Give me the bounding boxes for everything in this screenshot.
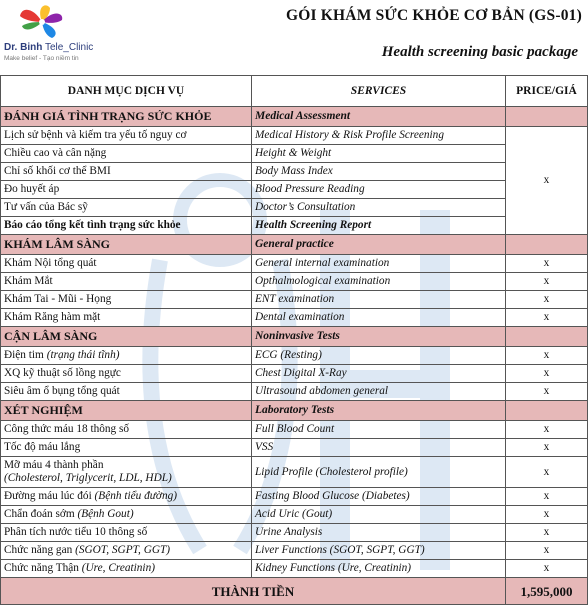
clinic-logo	[4, 2, 124, 68]
table-row	[1, 365, 588, 383]
row-en: Urine Analysis	[252, 524, 506, 542]
row-price: x	[506, 309, 588, 327]
section-row-laboratory-tests	[1, 401, 588, 421]
row-vi: Chiều cao và cân nặng	[1, 145, 252, 163]
table-header-row	[1, 76, 588, 107]
row-price: x	[506, 542, 588, 560]
table-row	[1, 488, 588, 506]
row-en: Body Mass Index	[252, 163, 506, 181]
header-category: DANH MỤC DỊCH VỤ	[1, 76, 252, 107]
section-price-cell	[506, 235, 588, 255]
section-title-vi: XÉT NGHIỆM	[1, 401, 252, 421]
page-title: GÓI KHÁM SỨC KHỎE CƠ BẢN (GS-01)	[285, 7, 582, 24]
total-label: THÀNH TIỀN	[1, 578, 506, 605]
section-row-medical-assessment	[1, 107, 588, 127]
row-price: x	[506, 560, 588, 578]
row-vi: Đo huyết áp	[1, 181, 252, 199]
section-title-en: Medical Assessment	[252, 107, 506, 127]
row-vi: Lịch sử bệnh và kiếm tra yếu tố nguy cơ	[1, 127, 252, 145]
row-en: Doctor’s Consultation	[252, 199, 506, 217]
row-vi: Siêu âm ổ bụng tổng quát	[1, 383, 252, 401]
row-vi: Tốc độ máu lắng	[1, 439, 252, 457]
logo-mark-icon	[12, 2, 72, 42]
table-row	[1, 163, 588, 181]
table-row	[1, 524, 588, 542]
row-vi: Khám Răng hàm mặt	[1, 309, 252, 327]
table-row	[1, 347, 588, 365]
table-row	[1, 273, 588, 291]
table-row	[1, 457, 588, 488]
table-row	[1, 542, 588, 560]
row-vi: Khám Nội tổng quát	[1, 255, 252, 273]
row-en: Ultrasound abdomen general	[252, 383, 506, 401]
header-services: SERVICES	[252, 76, 506, 107]
row-vi: Khám Tai - Mũi - Họng	[1, 291, 252, 309]
table-row	[1, 255, 588, 273]
row-vi: Công thức máu 18 thông số	[1, 421, 252, 439]
table-row	[1, 199, 588, 217]
row-price: x	[506, 488, 588, 506]
row-price: x	[506, 365, 588, 383]
row-en: Blood Pressure Reading	[252, 181, 506, 199]
row-price: x	[506, 383, 588, 401]
row-en: Chest Digital X-Ray	[252, 365, 506, 383]
row-vi: Báo cáo tổng kết tình trạng sức khỏe	[1, 217, 252, 235]
section-title-vi: ĐÁNH GIÁ TÌNH TRẠNG SỨC KHỎE	[1, 107, 252, 127]
services-table	[0, 75, 588, 605]
row-en: Fasting Blood Glucose (Diabetes)	[252, 488, 506, 506]
table-row	[1, 181, 588, 199]
row-en: VSS	[252, 439, 506, 457]
row-en: ECG (Resting)	[252, 347, 506, 365]
row-price: x	[506, 291, 588, 309]
row-en: General internal examination	[252, 255, 506, 273]
header-price: PRICE/GIÁ	[506, 76, 588, 107]
row-price: x	[506, 457, 588, 488]
row-vi: Chức năng Thận (Ure, Creatinin)	[1, 560, 252, 578]
section-title-en: Noninvasive Tests	[252, 327, 506, 347]
row-en: ENT examination	[252, 291, 506, 309]
row-en: Acid Uric (Gout)	[252, 506, 506, 524]
table-row	[1, 291, 588, 309]
section-title-vi: CẬN LÂM SÀNG	[1, 327, 252, 347]
logo-tagline: Make belief - Tạo niềm tin	[4, 55, 79, 62]
row-vi: Tư vấn của Bác sỹ	[1, 199, 252, 217]
row-en: Opthalmological examination	[252, 273, 506, 291]
row-price: x	[506, 439, 588, 457]
row-vi: Đường máu lúc đói (Bệnh tiểu đường)	[1, 488, 252, 506]
section-title-en: General practice	[252, 235, 506, 255]
row-vi: XQ kỹ thuật số lồng ngực	[1, 365, 252, 383]
total-row	[1, 578, 588, 605]
section-row-general-practice	[1, 235, 588, 255]
group-price: x	[506, 127, 588, 235]
row-en: Dental examination	[252, 309, 506, 327]
table-row	[1, 421, 588, 439]
row-price: x	[506, 347, 588, 365]
table-row	[1, 217, 588, 235]
table-row	[1, 145, 588, 163]
row-price: x	[506, 524, 588, 542]
row-en: Kidney Functions (Ure, Creatinin)	[252, 560, 506, 578]
row-en: Full Blood Count	[252, 421, 506, 439]
table-row	[1, 309, 588, 327]
row-vi: Mỡ máu 4 thành phần (Cholesterol, Triglycerit, LDL, HDL)	[1, 457, 252, 488]
row-vi: Chức năng gan (SGOT, SGPT, GGT)	[1, 542, 252, 560]
row-vi: Phân tích nước tiểu 10 thông số	[1, 524, 252, 542]
table-row	[1, 560, 588, 578]
section-price-cell	[506, 401, 588, 421]
row-en: Lipid Profile (Cholesterol profile)	[252, 457, 506, 488]
row-vi: Khám Mắt	[1, 273, 252, 291]
row-vi: Điện tim (trạng thái tĩnh)	[1, 347, 252, 365]
table-row	[1, 127, 588, 145]
row-vi: Chỉ số khối cơ thể BMI	[1, 163, 252, 181]
section-price-cell	[506, 327, 588, 347]
section-price-cell	[506, 107, 588, 127]
row-price: x	[506, 255, 588, 273]
table-row	[1, 439, 588, 457]
row-en: Height & Weight	[252, 145, 506, 163]
table-row	[1, 383, 588, 401]
header	[0, 0, 588, 74]
row-en: Health Screening Report	[252, 217, 506, 235]
table-row	[1, 506, 588, 524]
section-row-noninvasive-tests	[1, 327, 588, 347]
row-vi: Chẩn đoán sớm (Bệnh Gout)	[1, 506, 252, 524]
page-subtitle: Health screening basic package	[381, 44, 578, 60]
row-price: x	[506, 421, 588, 439]
row-en: Liver Functions (SGOT, SGPT, GGT)	[252, 542, 506, 560]
logo-brand: Dr. Binh Tele_Clinic	[4, 42, 94, 53]
section-title-en: Laboratory Tests	[252, 401, 506, 421]
total-value: 1,595,000	[506, 578, 588, 605]
section-title-vi: KHÁM LÂM SÀNG	[1, 235, 252, 255]
row-price: x	[506, 273, 588, 291]
row-price: x	[506, 506, 588, 524]
row-en: Medical History & Risk Profile Screening	[252, 127, 506, 145]
